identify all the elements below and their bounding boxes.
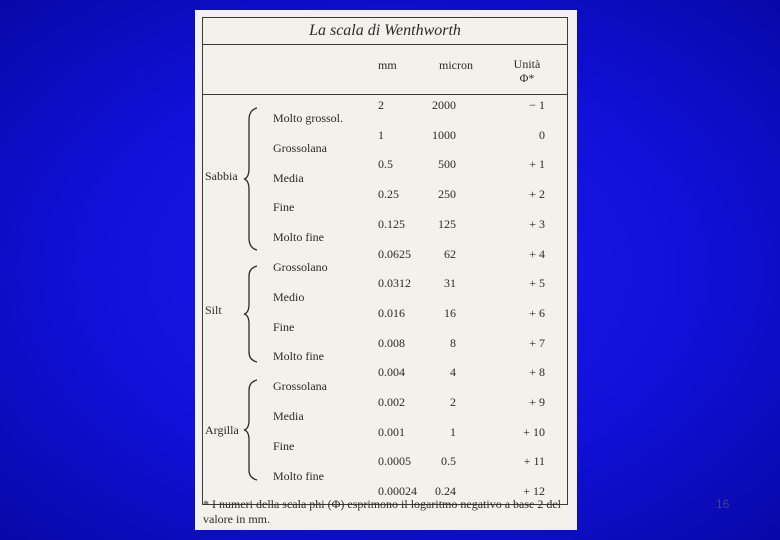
row-micron: 250 <box>438 187 456 202</box>
row-mm: 0.008 <box>378 335 405 350</box>
row-mm: 0.001 <box>378 424 405 439</box>
row-phi: − 1 <box>529 98 545 112</box>
class-label: Molto grossol. <box>273 111 344 125</box>
row-mm: 0.5 <box>378 157 393 172</box>
class-label: Media <box>273 409 304 423</box>
row-mm: 0.016 <box>378 305 405 320</box>
row-phi: 0 <box>539 127 545 142</box>
class-label: Media <box>273 170 304 185</box>
row-phi: + 2 <box>529 187 545 202</box>
page-number: 16 <box>716 497 730 511</box>
footnote: * I numeri della scala phi (Φ) esprimono il logaritmo negativo a base 2 del valore in mm. <box>203 497 562 526</box>
row-phi: + 3 <box>529 216 545 231</box>
group-label-silt: Silt <box>205 303 222 317</box>
row-phi: + 1 <box>529 157 545 172</box>
class-label: Grossolana <box>273 379 327 394</box>
row-mm: 0.00024 <box>378 484 417 499</box>
header-divider <box>203 94 567 95</box>
class-label: Grossolana <box>273 140 327 155</box>
row-phi: + 10 <box>523 424 545 439</box>
row-micron: 0.24 <box>435 484 456 499</box>
table-title: La scala di Wenthworth <box>203 18 567 45</box>
brace-silt <box>243 264 259 364</box>
class-label: Molto fine <box>273 230 324 245</box>
row-phi: + 6 <box>529 305 545 320</box>
row-phi: + 4 <box>529 246 545 261</box>
row-phi: + 12 <box>523 484 545 499</box>
wentworth-scale-figure <box>195 10 577 530</box>
class-label: Molto fine <box>273 468 324 483</box>
brace-argilla <box>243 378 259 482</box>
row-mm: 2 <box>378 98 384 112</box>
class-label: Grossolano <box>273 260 328 274</box>
row-mm: 0.125 <box>378 216 405 231</box>
row-mm: 0.002 <box>378 395 405 409</box>
group-label-argilla: Argilla <box>205 423 239 437</box>
row-phi: + 9 <box>529 395 545 409</box>
class-label: Molto fine <box>273 349 324 364</box>
row-micron: 2 <box>450 395 456 409</box>
group-label-sabbia: Sabbia <box>205 169 238 183</box>
table-frame <box>202 17 568 505</box>
class-label: Fine <box>273 319 295 334</box>
class-label: Fine <box>273 438 295 453</box>
row-micron: 0.5 <box>441 454 456 469</box>
header-mm: mm <box>378 58 397 72</box>
row-micron: 4 <box>450 365 456 380</box>
row-mm: 0.0312 <box>378 276 411 291</box>
row-mm: 0.004 <box>378 365 405 380</box>
row-micron: 62 <box>444 246 456 261</box>
row-micron: 500 <box>438 157 456 172</box>
row-phi: + 11 <box>523 454 545 469</box>
row-micron: 1 <box>450 424 456 439</box>
row-mm: 0.25 <box>378 187 399 202</box>
header-phi-unit-line1: Unità <box>513 57 541 71</box>
row-phi: + 8 <box>529 365 545 380</box>
header-phi-unit-line2: Φ* <box>519 71 535 85</box>
row-mm: 0.0005 <box>378 454 411 469</box>
row-phi: + 7 <box>529 335 545 350</box>
row-mm: 0.0625 <box>378 246 411 261</box>
row-micron: 125 <box>438 216 456 231</box>
header-micron: micron <box>439 58 473 72</box>
row-micron: 2000 <box>432 98 456 112</box>
row-micron: 31 <box>444 276 456 291</box>
header-phi-unit <box>507 57 547 85</box>
row-phi: + 5 <box>529 276 545 291</box>
class-label: Fine <box>273 200 295 215</box>
row-micron: 8 <box>450 335 456 350</box>
brace-sabbia <box>243 106 259 252</box>
row-micron: 16 <box>444 305 456 320</box>
class-label: Medio <box>273 289 305 304</box>
row-micron: 1000 <box>432 127 456 142</box>
row-mm: 1 <box>378 127 384 142</box>
